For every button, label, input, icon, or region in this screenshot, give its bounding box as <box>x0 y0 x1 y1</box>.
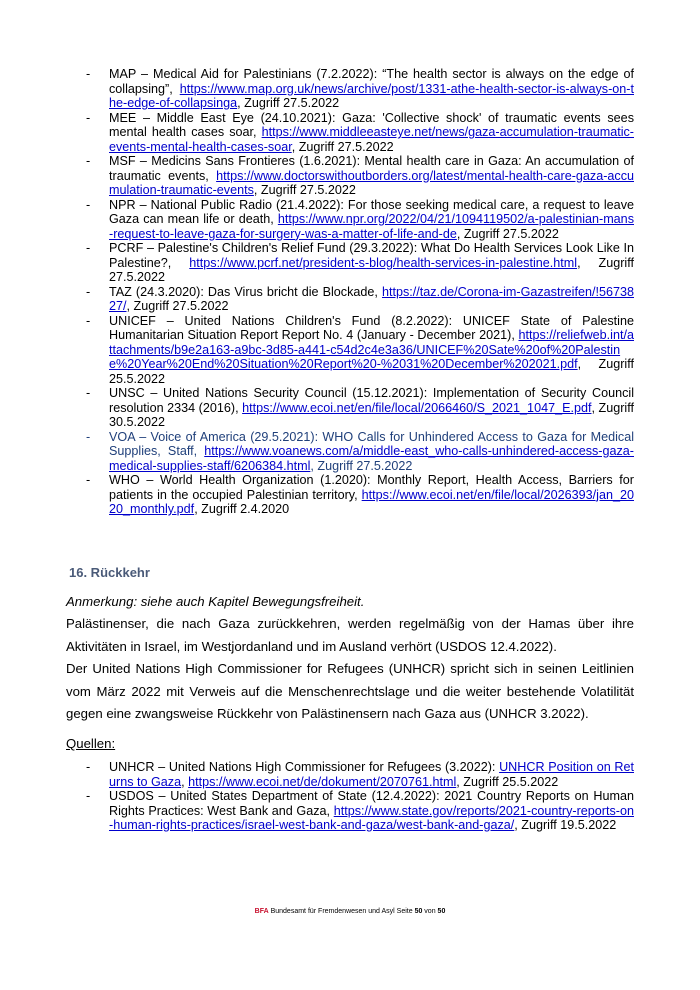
page-footer: BFA Bundesamt für Fremdenwesen und Asyl Seite 50 von 50 <box>254 908 446 915</box>
reference-list <box>66 67 634 517</box>
sources-label: Quellen: <box>66 736 116 751</box>
section-heading: 16. Rückkehr <box>69 565 150 580</box>
bfa-logo-text: BFA <box>254 908 269 915</box>
source-link[interactable]: https://www.ecoi.net/de/dokument/2070761.html <box>188 774 457 789</box>
reference-link[interactable]: https://www.middleeasteye.net/news/gaza-accumulation-traumatic-events-mental-health-cases-soar <box>109 125 634 154</box>
sources-list <box>66 760 634 833</box>
reference-item: - MAP – Medical Aid for Palestinians (7.2.2022): “The health sector is always on the edge of collapsing”, https://www.map.org.uk/news/archive/post/1331-athe-health-sector-is-always-on-the-edge-of-collapsinga, Zugriff 27.5.2022 <box>66 67 634 111</box>
paragraph: Der United Nations High Commissioner for Refugees (UNHCR) spricht sich in seinen Leitlinien vom März 2022 mit Verweis auf die Menschenrechtslage und die weiter bestehende Volatilität gegen eine zwangsweise Rückkehr von Palästinensern nach Gaza aus (UNHCR 3.2022). <box>66 661 634 722</box>
reference-link[interactable]: https://www.npr.org/2022/04/21/1094119502/a-palestinian-mans-request-to-leave-gaza-for-surgery-was-a-matter-of-life-and-de <box>109 212 634 241</box>
page-total: 50 <box>437 908 446 915</box>
source-link[interactable]: https://www.state.gov/reports/2021-country-reports-on-human-rights-practices/israel-west-bank-and-gaza/west-bank-and-gaza/ <box>109 803 634 832</box>
reference-item: - NPR – National Public Radio (21.4.2022): For those seeking medical care, a request to leave Gaza can mean life or death, https://www.npr.org/2022/04/21/1094119502/a-palestinian-mans-request-to-leave-gaza-for-surgery-was-a-matter-of-life-and-de, Zugriff 27.5.2022 <box>66 198 634 242</box>
reference-link[interactable]: https://reliefweb.int/attachments/b9e2a163-a9bc-3d85-a441-c54d2c4e3a36/UNICEF%20Sate%20of%20Palestine%20Year%20End%20Situation%20Report%20-%2031%20December%202021.pdf <box>109 328 634 371</box>
reference-link[interactable]: https://www.map.org.uk/news/archive/post/1331-athe-health-sector-is-always-on-the-edge-of-collapsinga <box>109 81 634 110</box>
reference-item: - PCRF – Palestine's Children's Relief Fund (29.3.2022): What Do Health Services Look Like In Palestine?, https://www.pcrf.net/president-s-blog/health-services-in-palestine.html, Zugriff 27.5.2022 <box>66 241 634 285</box>
page-number: 50 <box>414 908 423 915</box>
reference-item: - WHO – World Health Organization (1.2020): Monthly Report, Health Access, Barriers for patients in the occupied Palestinian territory, https://www.ecoi.net/en/file/local/2026393/jan_2020_monthly.pdf, Zugriff 2.4.2020 <box>66 473 634 517</box>
reference-item: - MEE – Middle East Eye (24.10.2021): Gaza: 'Collective shock' of traumatic events sees mental health cases soar, https://www.middleeasteye.net/news/gaza-accumulation-traumatic-events-mental-health-cases-soar, Zugriff 27.5.2022 <box>66 111 634 155</box>
reference-item: - TAZ (24.3.2020): Das Virus bricht die Blockade, https://taz.de/Corona-im-Gazastreifen/!5673827/, Zugriff 27.5.2022 <box>66 285 634 314</box>
reference-item: - UNSC – United Nations Security Council (15.12.2021): Implementation of Security Council resolution 2334 (2016), https://www.ecoi.net/en/file/local/2066460/S_2021_1047_E.pdf, Zugriff 30.5.2022 <box>66 386 634 430</box>
reference-link[interactable]: https://taz.de/Corona-im-Gazastreifen/!5673827/ <box>109 284 634 313</box>
reference-link[interactable]: https://www.ecoi.net/en/file/local/2026393/jan_2020_monthly.pdf <box>109 487 634 516</box>
section-body <box>66 591 634 725</box>
reference-link[interactable]: https://www.doctorswithoutborders.org/latest/mental-health-care-gaza-accumulation-traumatic-events <box>109 168 634 197</box>
reference-link[interactable]: https://www.voanews.com/a/middle-east_who-calls-unhindered-access-gaza-medical-supplies-staff/6206384.html <box>109 444 634 473</box>
source-title-link[interactable]: UNHCR Position on Returns to Gaza <box>109 760 634 789</box>
reference-item: - MSF – Medicins Sans Frontieres (1.6.2021): Mental health care in Gaza: An accumulation of traumatic events, https://www.doctorswithoutborders.org/latest/mental-health-care-gaza-accumulation-traumatic-events, Zugriff 27.5.2022 <box>66 154 634 198</box>
paragraph: Palästinenser, die nach Gaza zurückkehren, werden regelmäßig von der Hamas über ihre Aktivitäten in Israel, im Westjordanland und im Ausland verhört (USDOS 12.4.2022). <box>66 616 634 654</box>
source-item: - UNHCR – United Nations High Commissioner for Refugees (3.2022): UNHCR Position on Returns to Gaza, https://www.ecoi.net/de/dokument/2070761.html, Zugriff 25.5.2022 <box>66 760 634 789</box>
reference-item: - VOA – Voice of America (29.5.2021): WHO Calls for Unhindered Access to Gaza for Medical Supplies, Staff, https://www.voanews.com/a/middle-east_who-calls-unhindered-access-gaza-medical-supplies-staff/6206384.html, Zugriff 27.5.2022 <box>66 430 634 474</box>
section-note: Anmerkung: siehe auch Kapitel Bewegungsfreiheit. <box>66 594 365 609</box>
reference-link[interactable]: https://www.ecoi.net/en/file/local/2066460/S_2021_1047_E.pdf <box>242 400 592 415</box>
reference-item: - UNICEF – United Nations Children's Fund (8.2.2022): UNICEF State of Palestine Humanitarian Situation Report Report No. 4 (January - December 2021), https://reliefweb.int/attachments/b9e2a163-a9bc-3d85-a441-c54d2c4e3a36/UNICEF%20Sate%20of%20Palestine%20Year%20End%20Situation%20Report%20-%2031%20December%202021.pdf, Zugriff 25.5.2022 <box>66 314 634 387</box>
source-item: - USDOS – United States Department of State (12.4.2022): 2021 Country Reports on Human Rights Practices: West Bank and Gaza, https://www.state.gov/reports/2021-country-reports-on-human-rights-practices/israel-west-bank-and-gaza/west-bank-and-gaza/, Zugriff 19.5.2022 <box>66 789 634 833</box>
reference-link[interactable]: https://www.pcrf.net/president-s-blog/health-services-in-palestine.html <box>189 255 578 270</box>
